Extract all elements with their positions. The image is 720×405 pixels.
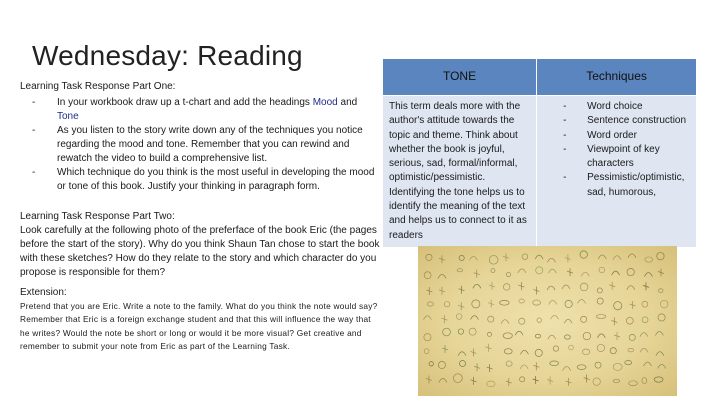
- sketch-doodle: [564, 319, 572, 323]
- bullet-dash: -: [32, 97, 36, 108]
- sketch-doodle: [565, 300, 572, 307]
- sketch-doodle: [562, 285, 570, 289]
- sketch-doodle: [580, 251, 587, 258]
- sketch-doodle: [643, 282, 649, 290]
- technique-item: - Word choice: [543, 100, 690, 114]
- part-two-section: [20, 210, 380, 280]
- part-two-body: Look carefully at the following photo of the preferface of the book Eric (the pages before the start of the story). Why do you think Shaun Tan chose to start the book with these sketches? How do they relate to the story and which character do you propose is responsible for them?: [20, 225, 380, 278]
- sketch-doodle: [642, 378, 647, 384]
- sketch-doodle: [567, 268, 573, 276]
- sketch-doodle: [458, 329, 463, 334]
- sketch-doodle: [535, 255, 543, 259]
- sketch-doodle: [657, 252, 664, 259]
- sketch-doodle: [487, 364, 493, 372]
- sketch-doodle: [630, 301, 636, 309]
- sketch-doodle: [459, 255, 464, 260]
- extension-heading: Extension:: [20, 287, 67, 298]
- sketch-doodle: [597, 344, 604, 351]
- bullet-dash: -: [563, 172, 567, 184]
- sketch-doodle: [548, 269, 556, 273]
- sketch-doodle: [533, 300, 541, 305]
- sketch-doodle: [626, 317, 633, 324]
- bullet-dash: -: [32, 167, 36, 178]
- sketch-doodle: [658, 268, 664, 276]
- sketch-doodle: [442, 345, 448, 353]
- sketch-doodle: [642, 317, 648, 323]
- sketch-doodle: [565, 255, 571, 263]
- sketch-doodle: [503, 333, 512, 339]
- tone-description: This term deals more with the author's attitude towards the topic and theme. Think about whether the book is joyful, serious, sad, formal/informal, optimistic/pessimistic. Identifying the tone helps us to identify the meaning of the text and helps us to connect to it as readers: [383, 96, 537, 248]
- sketch-doodle: [654, 377, 663, 382]
- sketch-doodle: [612, 271, 620, 275]
- sketch-doodle: [485, 344, 491, 352]
- tone-table-header-row: [383, 59, 697, 96]
- sketch-doodle: [656, 352, 664, 356]
- sketch-doodle: [597, 334, 605, 338]
- sketch-doodle: [593, 378, 600, 385]
- sketch-doodle: [569, 345, 574, 350]
- sketch-doodle: [581, 316, 587, 322]
- sketch-doodle: [613, 379, 620, 382]
- tone-table-row: [383, 96, 697, 248]
- sketch-doodle: [456, 314, 462, 320]
- sketch-doodle: [547, 286, 555, 290]
- sketch-doodle: [627, 286, 635, 290]
- sketch-doodle: [551, 315, 559, 319]
- bullet-dash: -: [32, 125, 36, 136]
- sketch-doodle: [472, 300, 480, 308]
- sketch-doodle: [506, 361, 512, 366]
- technique-item: - Pessimistic/optimistic, sad, humorous,: [563, 172, 685, 198]
- sketch-doodle: [645, 257, 653, 262]
- sketch-doodle: [459, 360, 465, 366]
- sketch-doodle: [597, 288, 602, 293]
- sketch-doodle: [519, 318, 525, 324]
- sketch-doodle: [503, 284, 510, 291]
- sketch-doodle: [582, 349, 589, 355]
- sketch-doodle: [553, 346, 558, 351]
- sketch-doodle: [429, 362, 433, 366]
- sketch-doodle: [489, 282, 495, 290]
- sketch-doodle: [487, 332, 491, 336]
- sketch-doodle: [613, 256, 621, 260]
- bullet-dash: -: [563, 129, 567, 141]
- sketch-doodle: [640, 348, 648, 352]
- sketch-doodle: [474, 363, 480, 371]
- technique-item: - Word order: [543, 129, 690, 143]
- sketch-doodle: [443, 328, 451, 336]
- sketch-doodle: [457, 269, 463, 272]
- sketch-doodle: [438, 274, 446, 278]
- preface-sketches-photo: [418, 246, 677, 396]
- sketch-doodle: [519, 299, 524, 303]
- sketch-doodle: [628, 254, 636, 258]
- sketch-doodle: [644, 362, 652, 366]
- sketch-doodle: [470, 348, 476, 356]
- part-one-heading: Learning Task Response Part One:: [20, 81, 176, 92]
- sketch-doodle: [627, 268, 634, 275]
- sketch-doodle: [611, 317, 617, 325]
- sketch-doodle: [504, 349, 512, 354]
- sketch-doodle: [459, 286, 465, 294]
- sketch-doodle: [426, 287, 432, 295]
- part-one-list: [20, 96, 380, 194]
- sketch-doodle: [599, 267, 605, 273]
- sketch-doodle: [453, 374, 462, 383]
- tone-keyword: Tone: [57, 111, 79, 122]
- sketch-doodle: [506, 272, 510, 276]
- sketch-doodle: [426, 254, 432, 260]
- sketch-doodle: [628, 348, 634, 351]
- sketch-doodle: [458, 352, 466, 356]
- sketch-doodle: [474, 270, 480, 278]
- sketch-doodle: [439, 255, 445, 263]
- part-one-item: - Which technique do you think is the most useful in developing the mood or tone of this book. Justify your thinking in paragraph form.: [32, 167, 375, 192]
- techniques-cell: [537, 96, 697, 248]
- sketch-doodle: [550, 361, 559, 366]
- sketch-doodle: [520, 365, 528, 369]
- sketch-doodle: [469, 328, 476, 335]
- sketch-doodle: [518, 269, 526, 273]
- extension-section: [20, 286, 380, 354]
- sketch-doodle: [549, 300, 557, 304]
- sketch-doodle: [469, 256, 477, 260]
- sketch-doodle: [488, 316, 494, 322]
- sketch-doodle: [629, 334, 635, 340]
- sketch-doodle: [578, 300, 586, 304]
- sketch-doodle: [563, 367, 571, 371]
- sketch-doodle: [596, 315, 606, 319]
- sketch-doodle: [564, 335, 570, 339]
- sketch-doodle: [537, 318, 542, 323]
- task-column: [20, 80, 380, 354]
- sketch-doodle: [580, 283, 588, 291]
- sketch-doodle: [659, 289, 664, 293]
- sketch-doodle: [535, 349, 542, 356]
- sketch-doodle: [533, 376, 539, 384]
- technique-item: - Viewpoint of key characters: [563, 143, 660, 170]
- page-title: Wednesday: Reading: [32, 40, 303, 71]
- sketch-doodle: [426, 375, 432, 383]
- sketch-doodle: [595, 362, 601, 368]
- sketch-doodle: [660, 300, 668, 308]
- sketches-illustration: [418, 246, 677, 396]
- sketch-doodle: [487, 381, 495, 387]
- sketch-doodle: [520, 377, 525, 382]
- sketch-doodle: [613, 363, 622, 370]
- sketch-doodle: [547, 258, 555, 262]
- sketch-doodle: [655, 332, 663, 336]
- part-one-item: - As you listen to the story write down any of the techniques you notice regarding the mood and tone. Remember that you can rewind and rewatch the video to build a comprehensive list.: [32, 125, 363, 164]
- sketch-doodle: [533, 362, 539, 370]
- sketch-doodle: [640, 333, 648, 337]
- sketch-doodle: [644, 273, 652, 277]
- mood-keyword: Mood: [312, 97, 338, 108]
- sketch-doodle: [515, 331, 523, 335]
- sketch-doodle: [658, 314, 665, 321]
- bullet-dash: -: [563, 101, 567, 112]
- sketch-doodle: [522, 254, 528, 260]
- sketch-doodle: [424, 334, 431, 341]
- part-two-heading: Learning Task Response Part Two:: [20, 211, 175, 222]
- extension-body: Pretend that you are Eric. Write a note to the family. What do you think the note would say? Remember that Eric is a foreign exchange student and that this will influence the way that he writes? Would the note be short or long or would it be more visual? Get creative and remember to submit your note from Eric as part of the Learning Task.: [20, 301, 378, 352]
- sketch-doodle: [423, 316, 431, 320]
- sketch-doodle: [439, 378, 447, 382]
- tone-header: TONE: [383, 59, 537, 96]
- sketch-doodle: [424, 349, 429, 354]
- sketch-doodle: [438, 361, 445, 368]
- sketch-doodle: [518, 282, 524, 290]
- sketch-doodle: [610, 348, 616, 354]
- sketch-doodle: [458, 302, 464, 310]
- sketch-doodle: [520, 350, 528, 354]
- sketch-doodle: [597, 298, 603, 304]
- tone-table: [382, 58, 697, 248]
- sketch-doodle: [577, 365, 586, 370]
- sketch-doodle: [658, 364, 666, 368]
- sketch-doodle: [500, 300, 510, 305]
- sketch-doodle: [444, 302, 450, 307]
- sketch-doodle: [470, 316, 478, 320]
- sketch-doodle: [614, 332, 620, 340]
- sketch-doodle: [614, 302, 622, 310]
- sketch-doodle: [473, 284, 481, 288]
- technique-item: - Sentence construction: [543, 114, 690, 128]
- sketch-doodle: [547, 377, 553, 385]
- sketch-doodle: [598, 255, 606, 259]
- sketch-doodle: [583, 332, 591, 340]
- sketch-doodle: [491, 268, 495, 272]
- sketch-doodle: [503, 253, 509, 261]
- sketch-doodle: [441, 315, 447, 323]
- sketch-doodle: [536, 267, 543, 274]
- part-one-item: - In your workbook draw up a t-chart and add the headings Mood and Tone: [32, 97, 358, 122]
- sketch-doodle: [584, 375, 590, 383]
- sketch-doodle: [629, 381, 638, 386]
- sketch-doodle: [565, 378, 571, 386]
- sketch-doodle: [489, 255, 498, 264]
- sketch-doodle: [427, 302, 433, 306]
- sketch-doodle: [609, 282, 615, 290]
- sketch-doodle: [439, 287, 445, 295]
- sketch-doodle: [488, 300, 494, 308]
- sketch-doodle: [625, 361, 632, 365]
- sketch-doodle: [533, 286, 539, 294]
- bullet-dash: -: [563, 115, 567, 127]
- sketch-doodle: [506, 378, 512, 386]
- sketch-doodle: [501, 320, 509, 324]
- sketch-doodle: [424, 272, 431, 279]
- techniques-header: Techniques: [537, 59, 697, 96]
- bullet-dash: -: [563, 143, 567, 155]
- sketch-doodle: [642, 301, 648, 307]
- sketch-doodle: [548, 335, 556, 339]
- sketch-doodle: [471, 377, 477, 385]
- sketch-doodle: [535, 334, 540, 338]
- techniques-list: [543, 100, 690, 200]
- sketch-doodle: [581, 272, 589, 276]
